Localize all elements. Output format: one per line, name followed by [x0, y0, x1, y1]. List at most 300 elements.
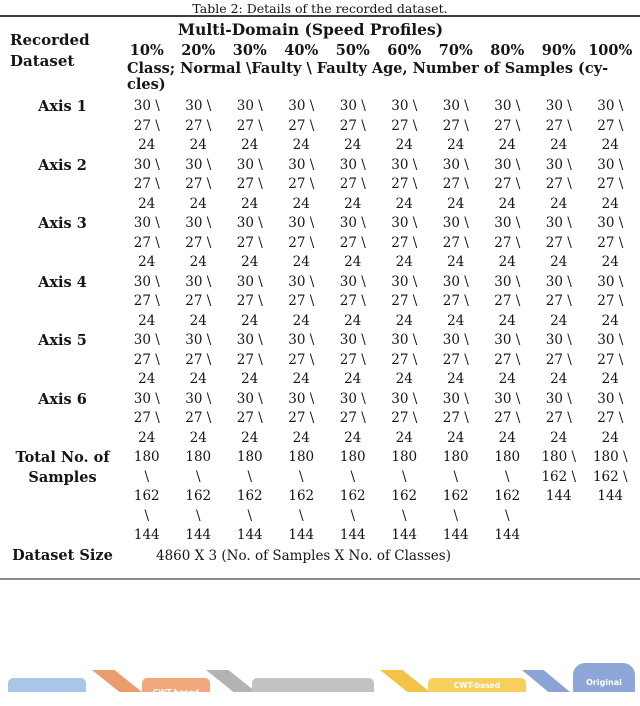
cell-line: 30 \: [442, 156, 469, 173]
table-cell: [379, 390, 431, 449]
cell-line: 27 \: [391, 410, 418, 426]
process-band-blue: [8, 678, 86, 692]
cell-line: 24: [189, 254, 207, 270]
cell-line: 180: [133, 449, 160, 465]
cell-line: 30 \: [442, 98, 469, 114]
axis-row-label: Axis 2: [38, 156, 87, 174]
cell-line: 24: [447, 312, 465, 329]
cell-line: 30 \: [236, 215, 263, 231]
cell-line: 27 \: [494, 293, 521, 309]
cell-line: 24: [601, 137, 619, 153]
cell-line: \: [401, 507, 407, 524]
cell-line: 30 \: [545, 273, 572, 290]
cell-line: 144: [133, 527, 160, 543]
cell-line: 24: [601, 254, 619, 270]
table-cell: [585, 448, 637, 546]
cell-line: 27 \: [339, 117, 366, 134]
table-cell: [173, 390, 225, 449]
cell-line: 24: [344, 371, 362, 387]
cell-line: \: [195, 507, 201, 524]
dataset-size-value: 4860 X 3 (No. of Samples X No. of Classes): [155, 547, 451, 564]
cell-line: 30 \: [236, 390, 263, 407]
cell-line: 30 \: [339, 273, 366, 290]
row-header-line2: Dataset: [10, 52, 75, 70]
cell-line: \: [247, 468, 253, 485]
percent-header-cell: 60%: [387, 42, 422, 59]
cell-line: 30 \: [288, 273, 315, 290]
cell-line: \: [504, 507, 510, 524]
cell-line: 27 \: [391, 293, 418, 309]
cell-line: 180: [288, 449, 315, 465]
cell-line: 27 \: [133, 117, 160, 134]
table-cell: [327, 331, 379, 390]
cell-line: 30 \: [133, 156, 160, 173]
cell-line: 30 \: [185, 332, 212, 348]
table-cell: [533, 390, 585, 449]
cell-line: 180: [236, 449, 263, 465]
table-cell: [121, 156, 173, 215]
cell-line: 24: [344, 137, 362, 153]
table-cell: [482, 214, 534, 273]
cell-line: 27 \: [185, 176, 212, 192]
cell-line: 162 \: [592, 468, 628, 485]
cell-line: 30 \: [545, 390, 572, 407]
cell-line: 144: [236, 527, 263, 543]
cell-line: 30 \: [442, 332, 469, 348]
cell-line: 30 \: [442, 390, 469, 407]
cell-line: 27 \: [442, 176, 469, 192]
percent-header-cell: 100%: [588, 42, 633, 59]
cell-line: 24: [498, 371, 516, 387]
table-cell: [173, 156, 225, 215]
cell-line: 162: [133, 488, 160, 504]
cell-line: 30 \: [185, 273, 212, 290]
cell-line: 30 \: [339, 156, 366, 173]
cell-line: \: [350, 468, 356, 485]
table-cell: [121, 97, 173, 156]
cell-line: 30 \: [391, 215, 418, 231]
cell-line: 27 \: [545, 234, 572, 251]
table-cell: [585, 156, 637, 215]
cell-line: 30 \: [597, 332, 624, 348]
percent-header-cell: 40%: [284, 42, 319, 59]
cell-line: 27 \: [545, 293, 572, 309]
cell-line: 27 \: [597, 410, 624, 426]
cell-line: 24: [292, 312, 310, 329]
table-cell: [224, 156, 276, 215]
cell-line: \: [195, 468, 201, 485]
table-bottom-rule: [0, 578, 640, 580]
cell-line: 30 \: [288, 215, 315, 231]
cell-line: 24: [138, 371, 156, 387]
process-node-original: [573, 663, 635, 692]
cell-line: 27 \: [236, 293, 263, 309]
cell-line: 27 \: [391, 176, 418, 192]
process-arrow-gray-icon: [206, 670, 256, 692]
table-cell: [430, 448, 482, 546]
cell-line: 24: [138, 137, 156, 153]
cell-line: 27 \: [339, 234, 366, 251]
table-cell: [327, 97, 379, 156]
cell-line: 30 \: [597, 390, 624, 407]
cell-line: 162: [391, 488, 418, 504]
cell-line: 24: [344, 312, 362, 329]
cell-line: 27 \: [133, 351, 160, 368]
table-cell: [430, 97, 482, 156]
cell-line: 24: [550, 195, 568, 212]
table-cell: [276, 273, 328, 332]
cell-line: 30 \: [339, 98, 366, 114]
table-cell: [276, 214, 328, 273]
axis-row-label: Axis 4: [38, 273, 87, 291]
cell-line: 27 \: [494, 176, 521, 192]
process-band-yellow: [428, 678, 526, 692]
table-cell: [121, 273, 173, 332]
process-diagram-strip: [0, 660, 640, 706]
table-cell: [121, 448, 173, 546]
cell-line: 24: [550, 312, 568, 329]
table-header: [0, 17, 640, 97]
cell-line: 27 \: [236, 117, 263, 134]
original-node-label: Original: [586, 678, 622, 687]
cell-line: 30 \: [236, 332, 263, 348]
cell-line: 24: [447, 137, 465, 153]
table-cell: [327, 390, 379, 449]
cell-line: \: [247, 507, 253, 524]
cell-line: 30 \: [545, 215, 572, 231]
process-arrow-yellow-icon: [380, 670, 430, 692]
cell-line: 30 \: [597, 98, 624, 114]
table-cell: [276, 331, 328, 390]
cell-line: 30 \: [545, 332, 572, 348]
cell-line: 27 \: [339, 176, 366, 192]
total-label-line: Samples: [28, 468, 97, 486]
cell-line: 30 \: [494, 156, 521, 173]
table-cell: [121, 390, 173, 449]
cell-line: 24: [344, 195, 362, 212]
table-cell: [224, 97, 276, 156]
cell-line: 144: [288, 527, 315, 543]
table-cell: [379, 214, 431, 273]
table-cell: [585, 273, 637, 332]
table-cell: [173, 331, 225, 390]
cell-line: 27 \: [236, 410, 263, 426]
cell-line: 144: [391, 527, 418, 543]
cell-line: 24: [601, 371, 619, 387]
cell-line: 27 \: [236, 176, 263, 192]
cell-line: 30 \: [494, 215, 521, 231]
cell-line: 24: [550, 429, 568, 446]
table-cell: [224, 273, 276, 332]
cell-line: 24: [344, 429, 362, 446]
cell-line: 144: [442, 527, 469, 543]
cell-line: \: [504, 468, 510, 485]
total-row-label: [4, 448, 121, 487]
cell-line: 27 \: [442, 351, 469, 368]
process-arrow-orange-icon: [92, 670, 142, 692]
cell-line: 30 \: [597, 273, 624, 290]
cell-line: 27 \: [391, 234, 418, 251]
cell-line: 27 \: [442, 234, 469, 251]
cell-line: 30 \: [133, 215, 160, 231]
cell-line: 30 \: [288, 332, 315, 348]
table-cell: [121, 331, 173, 390]
table-caption: Table 2: Details of the recorded dataset.: [192, 1, 448, 16]
cell-line: 27 \: [545, 410, 572, 426]
cell-line: 24: [292, 371, 310, 387]
cell-line: 27 \: [288, 293, 315, 309]
cell-line: 144: [545, 488, 572, 504]
table-cell: [379, 156, 431, 215]
cell-line: 30 \: [391, 156, 418, 173]
process-arrow-blue-icon: [522, 670, 570, 692]
cell-line: 162 \: [541, 468, 577, 485]
sub-header: [127, 61, 640, 97]
cell-line: 24: [498, 254, 516, 270]
cell-line: 180: [339, 449, 366, 465]
cell-line: 30 \: [545, 98, 572, 114]
cell-line: 27 \: [391, 117, 418, 134]
cell-line: 162: [339, 488, 366, 504]
table-cell: [482, 390, 534, 449]
table-cell: [533, 97, 585, 156]
cell-line: 30 \: [494, 390, 521, 407]
cell-line: 30 \: [133, 273, 160, 290]
cell-line: 162: [494, 488, 521, 504]
cell-line: 27 \: [391, 351, 418, 368]
table-cell: [327, 448, 379, 546]
cell-line: 24: [241, 195, 259, 212]
cell-line: 30 \: [339, 215, 366, 231]
cell-line: 144: [597, 488, 624, 504]
sub-header-line1: Class; Normal \Faulty \ Faulty Age, Number of Samples (cy-: [127, 60, 609, 77]
cell-line: 162: [442, 488, 469, 504]
cell-line: 30 \: [236, 273, 263, 290]
table-cell: [173, 273, 225, 332]
cell-line: 24: [395, 137, 413, 153]
cell-line: 24: [138, 312, 156, 329]
cell-line: 24: [498, 429, 516, 446]
process-band-gray: [252, 678, 374, 692]
table-cell: [482, 156, 534, 215]
cell-line: 27 \: [185, 410, 212, 426]
percent-header-cell: 50%: [335, 42, 370, 59]
table-cell: [430, 156, 482, 215]
table-cell: [327, 156, 379, 215]
table-body: [4, 97, 640, 566]
process-band-orange: [142, 678, 210, 706]
cell-line: 24: [395, 371, 413, 387]
cell-line: 30 \: [236, 98, 263, 114]
cell-line: 27 \: [494, 234, 521, 251]
cell-line: \: [350, 507, 356, 524]
table-cell: [224, 448, 276, 546]
cell-line: 27 \: [442, 293, 469, 309]
cell-line: 24: [241, 137, 259, 153]
cell-line: 30 \: [133, 332, 160, 348]
percent-header-row: [4, 40, 640, 61]
cell-line: 27 \: [442, 117, 469, 134]
cell-line: 24: [189, 312, 207, 329]
table-cell: [173, 214, 225, 273]
cell-line: 30 \: [185, 215, 212, 231]
cell-line: \: [453, 507, 459, 524]
cell-line: 24: [189, 195, 207, 212]
axis-row-label: Axis 3: [38, 215, 87, 232]
table-cell: [482, 97, 534, 156]
table-cell: [224, 331, 276, 390]
cell-line: 24: [292, 137, 310, 153]
cell-line: 27 \: [597, 351, 624, 368]
table-cell: [482, 331, 534, 390]
cell-line: 24: [395, 429, 413, 446]
cell-line: 30 \: [391, 332, 418, 348]
percent-header-cell: 30%: [232, 42, 267, 59]
cell-line: 30 \: [494, 332, 521, 348]
percent-header-cell: 20%: [181, 42, 216, 59]
table-cell: [533, 214, 585, 273]
cell-line: 30 \: [545, 156, 572, 173]
cell-line: 24: [138, 429, 156, 446]
cell-line: 24: [447, 195, 465, 212]
axis-row-label: Axis 1: [38, 98, 87, 115]
cell-line: 180: [494, 449, 521, 465]
cell-line: 30 \: [442, 273, 469, 290]
cell-line: 30 \: [339, 332, 366, 348]
dataset-size-label: Dataset Size: [12, 546, 113, 564]
table-cell: [482, 273, 534, 332]
cell-line: 30 \: [185, 156, 212, 173]
cell-line: 27 \: [185, 234, 212, 251]
cell-line: 30 \: [339, 390, 366, 407]
axis-row-label: Axis 6: [38, 390, 87, 408]
cell-line: 27 \: [494, 410, 521, 426]
cell-line: 24: [292, 195, 310, 212]
cell-line: 30 \: [391, 390, 418, 407]
table-cell: [585, 390, 637, 449]
table-cell: [121, 214, 173, 273]
cell-line: 27 \: [545, 176, 572, 192]
table-cell: [276, 448, 328, 546]
cell-line: \: [401, 468, 407, 485]
cell-line: 27 \: [185, 293, 212, 309]
cell-line: 30 \: [597, 156, 624, 173]
cell-line: 24: [550, 371, 568, 387]
cell-line: 30 \: [391, 273, 418, 290]
cell-line: 27 \: [133, 176, 160, 192]
cell-line: 162: [236, 488, 263, 504]
cell-line: 24: [498, 137, 516, 153]
cell-line: 24: [138, 254, 156, 270]
cell-line: \: [144, 468, 150, 485]
cell-line: 27 \: [597, 117, 624, 134]
cell-line: 24: [447, 254, 465, 270]
cell-line: \: [298, 507, 304, 524]
table-cell: [379, 273, 431, 332]
table-cell: [379, 331, 431, 390]
cell-line: 24: [498, 195, 516, 212]
cell-line: 24: [292, 254, 310, 270]
cell-line: 27 \: [288, 351, 315, 368]
cell-line: 180 \: [541, 449, 577, 465]
table-cell: [224, 214, 276, 273]
cell-line: 24: [189, 429, 207, 446]
cell-line: 180 \: [592, 449, 628, 465]
table-cell: [585, 97, 637, 156]
total-label-line: Total No. of: [15, 449, 110, 466]
cell-line: 24: [189, 371, 207, 387]
table-cell: [276, 156, 328, 215]
cell-line: 30 \: [494, 98, 521, 114]
percent-header-cell: 90%: [541, 42, 576, 59]
cell-line: 27 \: [597, 293, 624, 309]
cell-line: 30 \: [133, 98, 160, 114]
cell-line: 144: [494, 527, 521, 543]
sub-header-line2: cles): [127, 76, 166, 93]
cell-line: 30 \: [288, 390, 315, 407]
cell-line: 24: [189, 137, 207, 153]
table-cell: [430, 273, 482, 332]
yellow-band-label: CWT-based: [453, 681, 501, 690]
cell-line: 24: [550, 254, 568, 270]
table-cell: [430, 214, 482, 273]
table-cell: [327, 273, 379, 332]
cell-line: 27 \: [133, 293, 160, 309]
cell-line: 24: [601, 312, 619, 329]
span-header-multi-domain: Multi-Domain (Speed Profiles): [177, 20, 444, 39]
table-cell: [430, 390, 482, 449]
cell-line: 144: [339, 527, 366, 543]
percent-header-cell: 70%: [438, 42, 473, 59]
cell-line: 27 \: [288, 176, 315, 192]
cell-line: 24: [447, 371, 465, 387]
cell-line: 180: [442, 449, 469, 465]
cell-line: 27 \: [288, 117, 315, 134]
cell-line: \: [453, 468, 459, 485]
cell-line: 30 \: [288, 98, 315, 114]
cell-line: 27 \: [597, 176, 624, 192]
cell-line: 27 \: [339, 410, 366, 426]
cell-line: 27 \: [597, 234, 624, 251]
row-header-line1: Recorded: [10, 31, 90, 49]
cell-line: 30 \: [185, 98, 212, 114]
cell-line: 30 \: [494, 273, 521, 290]
table-cell: [173, 448, 225, 546]
table-cell: [533, 448, 585, 546]
cell-line: 24: [498, 312, 516, 329]
cell-line: 24: [395, 312, 413, 329]
cell-line: 27 \: [494, 351, 521, 368]
cell-line: 27 \: [339, 351, 366, 368]
table-cell: [482, 448, 534, 546]
cell-line: 27 \: [494, 117, 521, 134]
table-cell: [224, 390, 276, 449]
cell-line: 162: [288, 488, 315, 504]
cell-line: \: [144, 507, 150, 524]
cell-line: 27 \: [545, 117, 572, 134]
cell-line: 162: [185, 488, 212, 504]
cell-line: 24: [241, 254, 259, 270]
cell-line: 30 \: [442, 215, 469, 231]
table-cell: [533, 156, 585, 215]
cell-line: 30 \: [597, 215, 624, 231]
table-cell: [430, 331, 482, 390]
cell-line: 27 \: [185, 351, 212, 368]
table-cell: [173, 97, 225, 156]
table-cell: [379, 448, 431, 546]
axis-row-label: Axis 5: [38, 332, 87, 349]
cell-line: 30 \: [288, 156, 315, 173]
